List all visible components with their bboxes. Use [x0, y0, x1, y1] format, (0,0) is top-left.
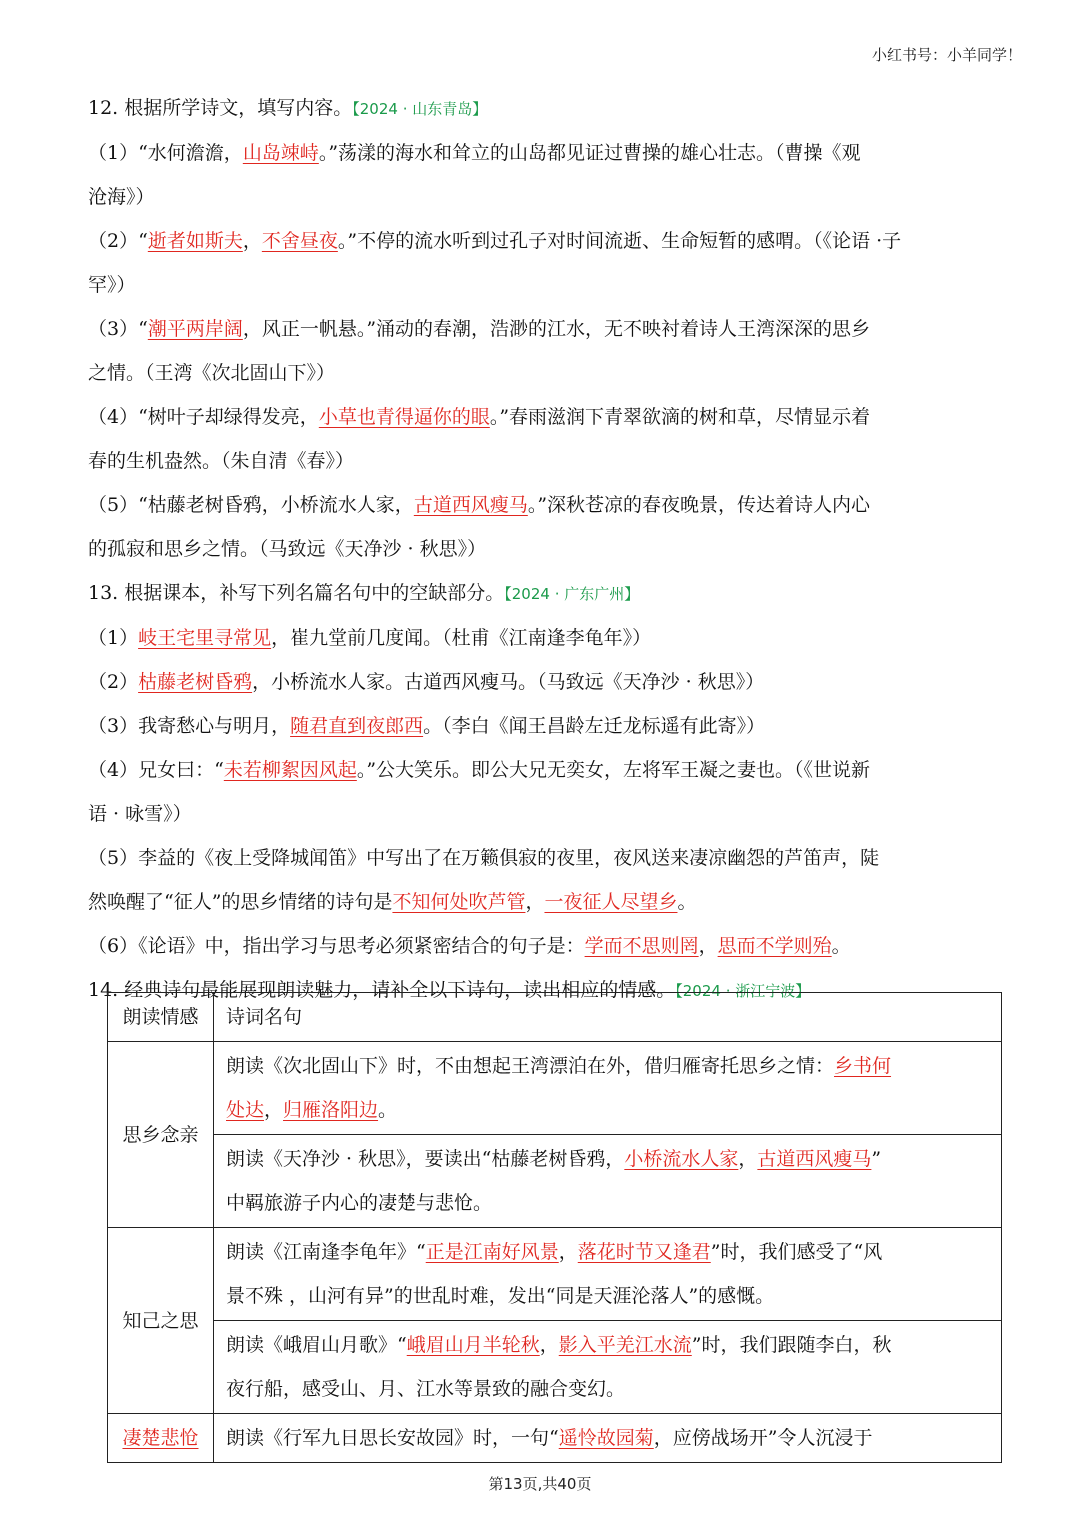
table-row — [108, 1414, 1002, 1463]
q13-item-3: （3）我寄愁心与明月，随君直到夜郎西。（李白《闻王昌龄左迁龙标遥有此寄》） — [88, 715, 766, 737]
q13-item-5: （5）李益的《夜上受降城闻笛》中写出了在万籁俱寂的夜里，夜风送来凄凉幽怨的芦笛声，陡 — [88, 847, 880, 869]
q13-item-4-cont: 语 · 咏雪》） — [88, 803, 192, 825]
source-tag: 【2024 · 浙江宁波】 — [675, 982, 811, 1000]
reading-emotion-table — [107, 992, 1002, 1463]
answer-text: 峨眉山月半轮秋 — [406, 1334, 540, 1356]
emotion-cell: 知己之思 — [108, 1228, 214, 1414]
page-number: 第13页,共40页 — [488, 1475, 592, 1493]
q12-item-1-cont: 沧海》） — [88, 186, 155, 208]
question-13-title: 13. 根据课本，补写下列名篇名句中的空缺部分。【2024 · 广东广州】 — [88, 582, 640, 604]
answer-text: 不舍昼夜 — [261, 230, 338, 252]
answer-text: 思而不学则殆 — [717, 935, 832, 957]
emotion-cell — [108, 1414, 214, 1463]
answer-text: 枯藤老树昏鸦 — [138, 671, 253, 693]
source-tag: 【2024 · 山东青岛】 — [352, 100, 488, 118]
answer-text: 逝者如斯夫 — [147, 230, 243, 252]
header-poem: 诗词名句 — [214, 993, 1002, 1042]
poem-cell: 朗读《峨眉山月歌》“峨眉山月半轮秋，影入平羌江水流”时，我们跟随李白，秋 夜行船，感受山、月、江水等景致的融合变幻。 — [214, 1321, 1002, 1414]
answer-text: 归雁洛阳边 — [283, 1099, 379, 1121]
poem-cell: 朗读《江南逢李龟年》“正是江南好风景，落花时节又逢君”时，我们感受了“风 景不殊 ，山河有异”的世乱时难，发出“同是天涯沦落人”的感慨。 — [214, 1228, 1002, 1321]
answer-text: 随君直到夜郎西 — [290, 715, 424, 737]
answer-text: 影入平羌江水流 — [558, 1334, 692, 1356]
q12-item-3: （3）“潮平两岸阔，风正一帆悬。”涌动的春潮，浩渺的江水，无不映衬着诗人王湾深深的思乡 — [88, 318, 871, 340]
question-14-title: 14. 经典诗句最能展现朗读魅力，请补全以下诗句，读出相应的情感。【2024 · 浙江宁波】 — [88, 979, 811, 1001]
document-body — [88, 86, 994, 1013]
poem-cell: 朗读《行军九日思长安故园》时，一句“遥怜故园菊，应傍战场开”令人沉浸于 — [214, 1414, 1002, 1463]
q13-item-2: （2）枯藤老树昏鸦，小桥流水人家。古道西风瘦马。（马致远《天净沙 · 秋思》） — [88, 671, 765, 693]
answer-text: 遥怜故园菊 — [558, 1427, 654, 1449]
answer-text: 一夜征人尽望乡 — [544, 891, 678, 913]
answer-text: 未若柳絮因风起 — [223, 759, 357, 781]
answer-text: 古道西风瘦马 — [413, 494, 528, 516]
q12-item-3-cont: 之情。（王湾《次北固山下》） — [88, 362, 336, 384]
poem-cell: 朗读《天净沙 · 秋思》，要读出“枯藤老树昏鸦，小桥流水人家，古道西风瘦马” 中羁旅游子内心的凄楚与悲怆。 — [214, 1135, 1002, 1228]
watermark-text: 小红书号：小羊同学！ — [871, 46, 1022, 64]
answer-text: 凄楚悲怆 — [122, 1427, 199, 1449]
answer-text: 落花时节又逢君 — [577, 1241, 711, 1263]
table-row — [108, 1042, 1002, 1135]
answer-text: 乡书何 — [834, 1055, 892, 1077]
answer-text: 学而不思则罔 — [584, 935, 699, 957]
emotion-cell: 思乡念亲 — [108, 1042, 214, 1228]
answer-text: 处达 — [226, 1099, 265, 1121]
answer-text: 岐王宅里寻常见 — [138, 627, 272, 649]
poem-cell: 朗读《次北固山下》时，不由想起王湾漂泊在外，借归雁寄托思乡之情：乡书何 处达，归雁洛阳边。 — [214, 1042, 1002, 1135]
q12-item-2-cont: 罕》） — [88, 274, 136, 296]
answer-text: 正是江南好风景 — [425, 1241, 559, 1263]
q12-item-1: （1）“水何澹澹，山岛竦峙。”荡漾的海水和耸立的山岛都见证过曹操的雄心壮志。（曹操《观 — [88, 142, 861, 164]
answer-text: 小桥流水人家 — [624, 1148, 739, 1170]
answer-text: 不知何处吹芦管 — [392, 891, 526, 913]
q12-item-4: （4）“树叶子却绿得发亮，小草也青得逼你的眼。”春雨滋润下青翠欲滴的树和草，尽情显示着 — [88, 406, 871, 428]
table-header-row — [108, 993, 1002, 1042]
q13-item-4: （4）兄女曰：“未若柳絮因风起。”公大笑乐。即公大兄无奕女，左将军王凝之妻也。（《世说新 — [88, 759, 871, 781]
q12-item-4-cont: 春的生机盎然。（朱自清《春》） — [88, 450, 355, 472]
q13-item-1: （1）岐王宅里寻常见，崔九堂前几度闻。（杜甫《江南逢李龟年》） — [88, 627, 652, 649]
answer-text: 小草也青得逼你的眼 — [318, 406, 490, 428]
answer-text: 潮平两岸阔 — [147, 318, 243, 340]
q12-item-5: （5）“枯藤老树昏鸦，小桥流水人家，古道西风瘦马。”深秋苍凉的春夜晚景，传达着诗人内心 — [88, 494, 871, 516]
q12-item-2: （2）“逝者如斯夫，不舍昼夜。”不停的流水听到过孔子对时间流逝、生命短暂的感喟。（《论语 ·子 — [88, 230, 902, 252]
q12-item-5-cont: 的孤寂和思乡之情。（马致远《天净沙 · 秋思》） — [88, 538, 487, 560]
answer-text: 古道西风瘦马 — [757, 1148, 872, 1170]
table-row — [108, 1321, 1002, 1414]
table-row — [108, 1228, 1002, 1321]
q13-item-5-cont: 然唤醒了“征人”的思乡情绪的诗句是不知何处吹芦管，一夜征人尽望乡。 — [88, 891, 697, 913]
answer-text: 山岛竦峙 — [242, 142, 319, 164]
source-tag: 【2024 · 广东广州】 — [504, 585, 640, 603]
q13-item-6: （6）《论语》中，指出学习与思考必须紧密结合的句子是：学而不思则罔，思而不学则殆。 — [88, 935, 851, 957]
question-12-title: 12. 根据所学诗文，填写内容。【2024 · 山东青岛】 — [88, 97, 488, 119]
table-row — [108, 1135, 1002, 1228]
header-emotion: 朗读情感 — [108, 993, 214, 1042]
